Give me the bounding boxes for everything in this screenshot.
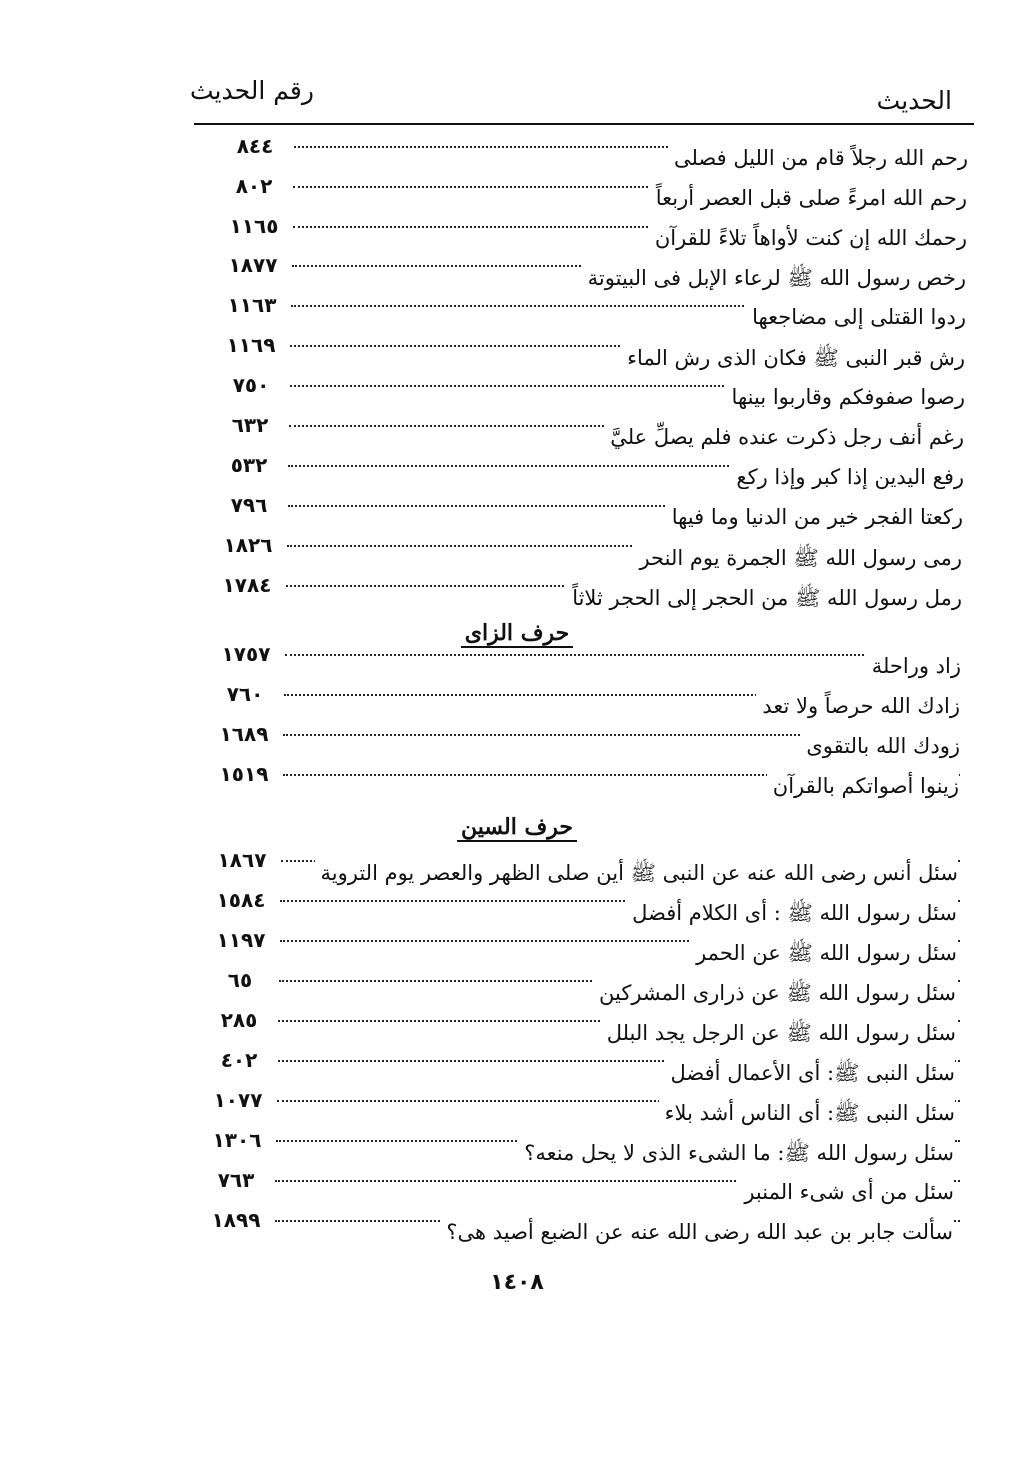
index-entry [0, 1168, 1034, 1208]
hadith-number: ١٥١٩ [219, 762, 269, 786]
hadith-text: زاد وراحلة [866, 654, 961, 678]
hadith-text: سئل رسول الله ﷺ : أى الكلام أفضل [626, 900, 957, 931]
hadith-number: ١٨٩٩ [211, 1208, 261, 1232]
section-heading-label: حرف السين [457, 814, 577, 842]
hadith-number: ١٥٨٤ [216, 888, 266, 912]
section-heading [0, 814, 1034, 840]
index-entry [0, 533, 1034, 573]
hadith-text: سئل رسول الله ﷺ: ما الشىء الذى لا يحل منعه؟ [518, 1140, 954, 1171]
hadith-text: رمى رسول الله ﷺ الجمرة يوم النحر [633, 545, 962, 576]
hadith-text: ركعتا الفجر خير من الدنيا وما فيها [666, 505, 963, 529]
hadith-number: ١٨٦٧ [217, 848, 267, 872]
hadith-number: ٥٣٢ [230, 453, 268, 477]
hadith-number: ١١٦٥ [229, 214, 279, 238]
hadith-number: ١٨٢٦ [223, 533, 273, 557]
hadith-text: زودك الله بالتقوى [800, 734, 960, 758]
hadith-number: ٨٤٤ [236, 134, 274, 158]
index-entry [0, 888, 1034, 928]
hadith-number: ٢٨٥ [220, 1008, 258, 1032]
index-entry [0, 1208, 1034, 1248]
hadith-text: رفع اليدين إذا كبر وإذا ركع [730, 465, 964, 489]
hadith-text: رخص رسول الله ﷺ لرعاء الإبل فى البيتوتة [582, 265, 966, 296]
hadith-number: ١٧٨٤ [222, 573, 272, 597]
hadith-text: رصوا صفوفكم وقاربوا بينها [726, 385, 965, 409]
index-entry [0, 293, 1034, 333]
hadith-number: ٦٣٢ [231, 413, 269, 437]
hadith-text: سئل النبى ﷺ: أى الناس أشد بلاء [659, 1100, 955, 1131]
hadith-text: رمل رسول الله ﷺ من الحجر إلى الحجر ثلاثاً [566, 585, 962, 616]
hadith-number: ١٧٥٧ [221, 642, 271, 666]
index-entry [0, 722, 1034, 762]
hadith-number: ٤٠٢ [220, 1048, 258, 1072]
hadith-text: رحمك الله إن كنت لأواهاً تلاءً للقرآن [649, 226, 967, 250]
index-entry [0, 1128, 1034, 1168]
section-heading-label: حرف الزاى [461, 620, 574, 648]
index-entry [0, 1088, 1034, 1128]
index-entry [0, 134, 1034, 174]
hadith-text: زادك الله حرصاً ولا تعد [756, 694, 960, 718]
index-entry [0, 453, 1034, 493]
index-entry [0, 493, 1034, 533]
header-rule [194, 123, 974, 125]
index-entry [0, 174, 1034, 214]
hadith-text: ردوا القتلى إلى مضاجعها [746, 305, 966, 329]
column-header-hadith-number: رقم الحديث [190, 76, 314, 105]
index-entry [0, 373, 1034, 413]
dot-leader [285, 654, 960, 656]
hadith-number: ١٨٧٧ [228, 253, 278, 277]
index-entry [0, 642, 1034, 682]
hadith-text: سئل أنس رضى الله عنه عن النبى ﷺ أين صلى الظهر والعصر يوم التروية [315, 860, 959, 891]
hadith-number: ٨٠٢ [235, 174, 273, 198]
index-entry [0, 848, 1034, 888]
index-entry [0, 1048, 1034, 1088]
hadith-number: ١٣٠٦ [212, 1128, 262, 1152]
index-entry [0, 682, 1034, 722]
index-entry [0, 333, 1034, 373]
hadith-number: ١٠٧٧ [213, 1088, 263, 1112]
hadith-number: ٦٥ [227, 968, 253, 992]
hadith-number: ١١٦٩ [226, 333, 276, 357]
hadith-text: سئل النبى ﷺ: أى الأعمال أفضل [665, 1060, 955, 1091]
hadith-number: ١١٦٣ [227, 293, 277, 317]
page-number: ١٤٠٨ [490, 1270, 544, 1295]
hadith-text: رغم أنف رجل ذكرت عنده فلم يصلِّ عليَّ [604, 425, 964, 449]
index-entry [0, 1008, 1034, 1048]
hadith-text: سئل رسول الله ﷺ عن الحمر [690, 940, 957, 971]
hadith-number: ١١٩٧ [216, 928, 266, 952]
hadith-number: ١٦٨٩ [219, 722, 269, 746]
index-entry [0, 928, 1034, 968]
hadith-text: رش قبر النبى ﷺ فكان الذى رش الماء [621, 345, 965, 376]
hadith-text: زينوا أصواتكم بالقرآن [767, 774, 959, 798]
hadith-text: سئل رسول الله ﷺ عن ذرارى المشركين [593, 980, 956, 1011]
hadith-number: ٧٩٦ [230, 493, 268, 517]
index-entry [0, 968, 1034, 1008]
hadith-number: ٧٥٠ [232, 373, 270, 397]
index-entry [0, 413, 1034, 453]
column-header-hadith: الحديث [876, 86, 952, 115]
index-entry [0, 762, 1034, 802]
index-entry [0, 214, 1034, 254]
index-entry [0, 253, 1034, 293]
hadith-number: ٧٦٠ [226, 682, 264, 706]
hadith-number: ٧٦٣ [217, 1168, 255, 1192]
hadith-text: سئل من أى شىء المنبر [738, 1180, 954, 1204]
hadith-text: رحم الله رجلاً قام من الليل فصلى [668, 146, 968, 170]
hadith-text: سألت جابر بن عبد الله رضى الله عنه عن الضبع أصيد هى؟ [440, 1220, 953, 1244]
hadith-text: رحم الله امرءً صلى قبل العصر أربعاً [650, 186, 967, 210]
hadith-text: سئل رسول الله ﷺ عن الرجل يجد البلل [601, 1020, 956, 1051]
index-entry [0, 573, 1034, 613]
